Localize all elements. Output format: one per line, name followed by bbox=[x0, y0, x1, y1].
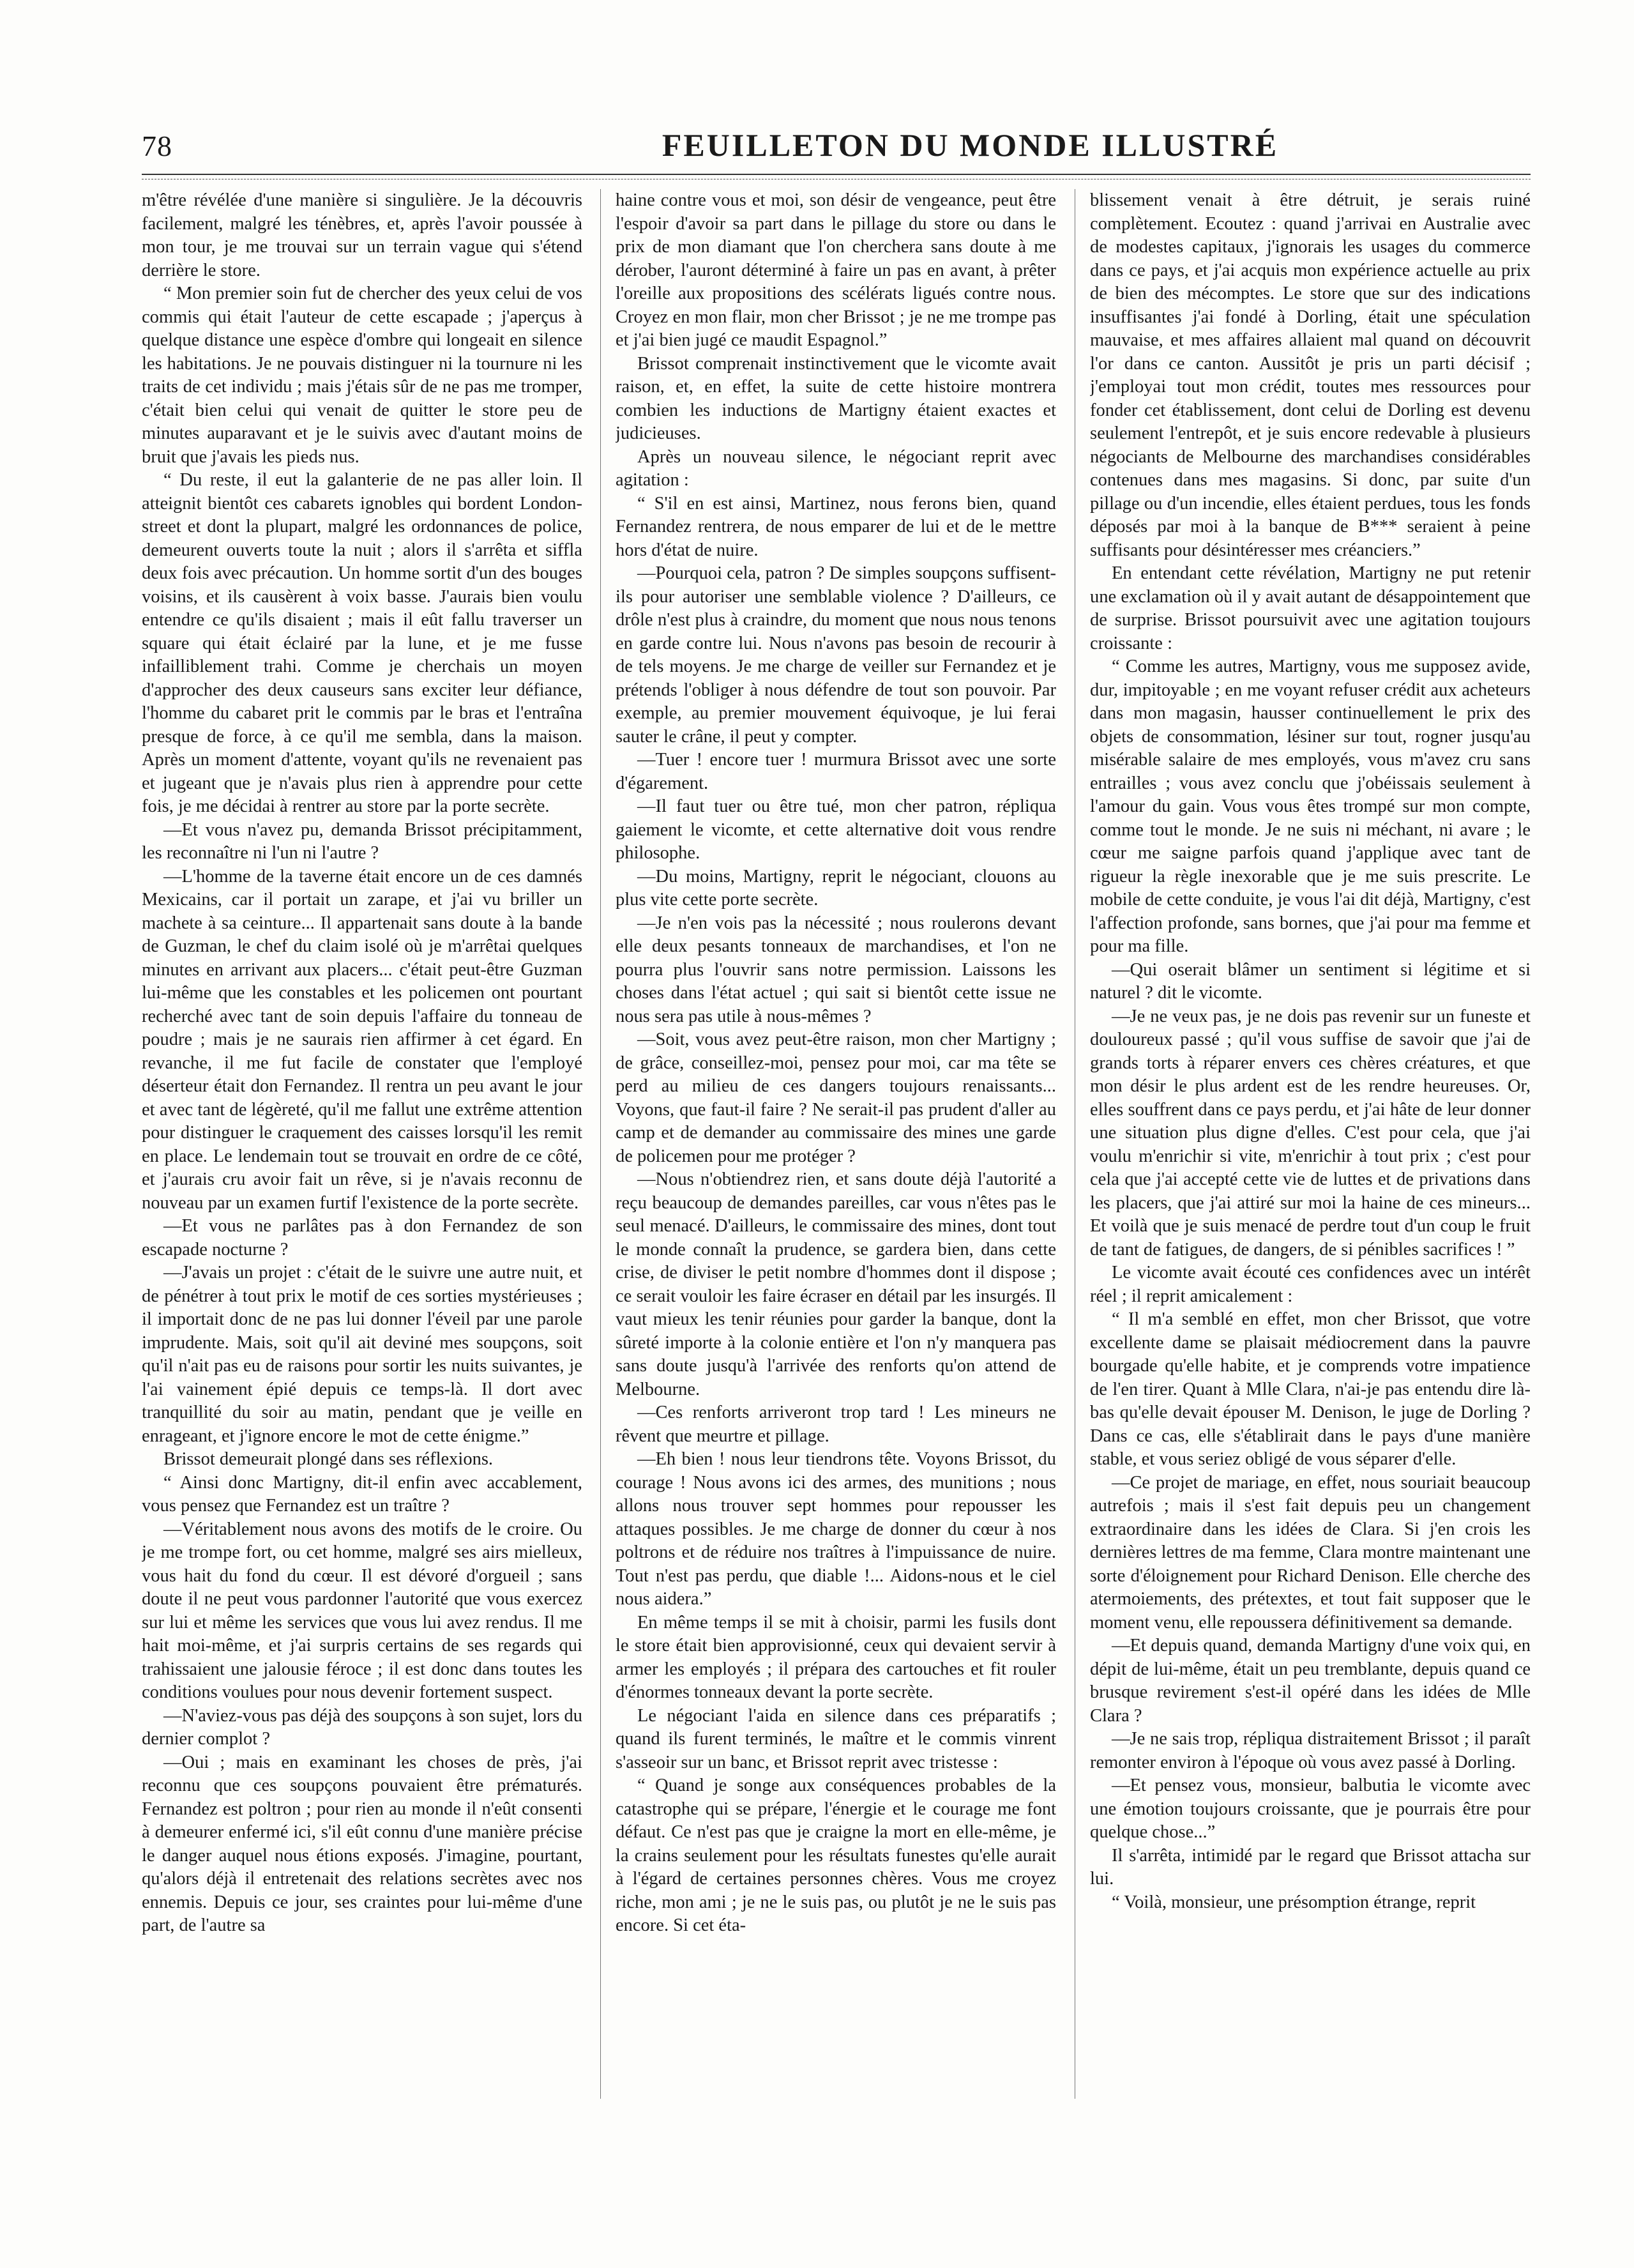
running-title: FEUILLETON DU MONDE ILLUSTRÉ bbox=[662, 127, 1279, 163]
paragraph: —Oui ; mais en examinant les choses de près, j'ai reconnu que ces soupçons pouvaient être prématurés. Fernandez est poltron ; pour rien au monde il n'eût consenti à demeurer enfermé ici, s'il eût connu d'une manière précise le danger auquel nous étions exposés. J'imagine, pourtant, qu'alors déjà il entretenait des relations secrètes avec nos ennemis. Depuis ce jour, ses craintes pour lui-même d'une part, de l'autre sa bbox=[142, 1752, 582, 1935]
column-3 bbox=[1090, 189, 1531, 2169]
paragraph: “ Comme les autres, Martigny, vous me supposez avide, dur, impitoyable ; en me voyant refuser crédit aux acheteurs dans mon magasin, hausser continuellement le prix des objets de consommation, lésiner sur tout, rogner jusqu'au misérable salaire de mes employés, vous m'avez cru sans entrailles ; vous avez conclu que j'obéissais seulement à l'amour du gain. Vous vous êtes trompé sur mon compte, comme tout le monde. Je ne suis ni méchant, ni avare ; le cœur me saigne parfois quand j'applique avec tant de rigueur la règle inexorable que je me suis prescrite. Le mobile de cette conduite, je vous l'ai dit déjà, Martigny, c'est l'affection profonde, sans bornes, que j'ai pour ma femme et pour ma fille. bbox=[1090, 657, 1531, 956]
paragraph: “ Voilà, monsieur, une présomption étrange, reprit bbox=[1112, 1892, 1476, 1912]
paragraph: Il s'arrêta, intimidé par le regard que Brissot attacha sur lui. bbox=[1090, 1845, 1531, 1889]
column-1 bbox=[142, 189, 582, 2169]
paragraph: “ Il m'a semblé en effet, mon cher Brissot, que votre excellente dame se plaisait médiocrement dans la pauvre bourgade qu'elle habite, et je comprends votre impatience de l'en tirer. Quant à Mlle Clara, n'ai-je pas entendu dire là-bas qu'elle devait épouser M. Denison, le juge de Dorling ? Dans ce cas, elle s'établirait dans le pays d'une manière stable, et vous seriez obligé de vous séparer d'elle. bbox=[1090, 1309, 1531, 1469]
page-header bbox=[142, 126, 1531, 171]
paragraph: —Je ne sais trop, répliqua distraitement Brissot ; il paraît remonter environ à l'époque où vous avez passé à Dorling. bbox=[1090, 1729, 1531, 1772]
paragraph: —Je n'en vois pas la nécessité ; nous roulerons devant elle deux pesants tonneaux de marchandises, et l'on ne pourra plus l'ouvrir sans notre permission. Laissons les choses dans l'état actuel ; qui sait si bientôt cette issue ne nous sera pas utile à nous-mêmes ? bbox=[616, 913, 1056, 1026]
paragraph: —Qui oserait blâmer un sentiment si légitime et si naturel ? dit le vicomte. bbox=[1090, 959, 1531, 1003]
paragraph: “ S'il en est ainsi, Martinez, nous ferons bien, quand Fernandez rentrera, de nous emparer de lui et de le mettre hors d'état de nuire. bbox=[616, 493, 1056, 560]
paragraph: En entendant cette révélation, Martigny ne put retenir une exclamation où il y avait autant de désappointement que de surprise. Brissot poursuivit avec une agitation toujours croissante : bbox=[1090, 563, 1531, 653]
paragraph: “ Mon premier soin fut de chercher des yeux celui de vos commis qui était l'auteur de cette escapade ; j'aperçus à quelque distance une espèce d'ombre qui longeait en silence les habitations. Je ne pouvais distinguer ni la tournure ni les traits de cet individu ; mais j'étais sûr de ne pas me tromper, c'était bien celui qui venait de quitter le store peu de minutes auparavant et je le suivis avec d'autant moins de bruit que j'avais les pieds nus. bbox=[142, 284, 582, 467]
paragraph: —Et vous ne parlâtes pas à don Fernandez de son escapade nocturne ? bbox=[142, 1216, 582, 1260]
paragraph: —Ce projet de mariage, en effet, nous souriait beaucoup autrefois ; mais il s'est fait depuis peu un changement extraordinaire dans les idées de Clara. Si j'en crois les dernières lettres de ma femme, Clara montre maintenant une sorte d'éloignement pour Richard Denison. Elle cherche des atermoiements, des prétextes, et tout fait supposer que le moment venu, elle repoussera définitivement sa demande. bbox=[1090, 1472, 1531, 1633]
paragraph: blissement venait à être détruit, je serais ruiné complètement. Ecoutez : quand j'arrivai en Australie avec de modestes capitaux, j'ignorais les usages du commerce dans ce pays, et j'ai acquis mon expérience actuelle au prix de bien des mécomptes. Le store que sur des indications insuffisantes j'ai fondé à Dorling, était une spéculation mauvaise, et mes affaires allaient mal quand on découvrit l'or dans ce canton. Aussitôt je pris un parti décisif ; j'employai tout mon crédit, toutes mes ressources pour fonder cet établissement, dont celui de Dorling est devenu seulement l'entrepôt, et je suis encore redevable à plusieurs négociants de Melbourne des marchandises considérables contenues dans mes magasins. Si donc, par suite d'un pillage ou d'un incendie, elles étaient perdues, tous les fonds déposés par moi à la banque de B*** seraient à peine suffisants pour désintéresser mes créanciers.” bbox=[1090, 190, 1531, 560]
paragraph: “ Ainsi donc Martigny, dit-il enfin avec accablement, vous pensez que Fernandez est un traître ? bbox=[142, 1472, 582, 1516]
paragraph: Le vicomte avait écouté ces confidences avec un intérêt réel ; il reprit amicalement : bbox=[1090, 1263, 1531, 1306]
paragraph: —Véritablement nous avons des motifs de le croire. Ou je me trompe fort, ou cet homme, malgré ses airs mielleux, vous hait du fond du cœur. Il est dévoré d'orgueil ; sans doute il ne peut vous pardonner l'autorité que vous exercez sur lui et même les services que vous lui avez rendus. Il me hait moi-même, et j'ai surpris certains de ses regards qui trahissaient une jalousie féroce ; il est donc dans toutes les conditions voulues pour nous devenir fortement suspect. bbox=[142, 1519, 582, 1702]
paragraph: —N'aviez-vous pas déjà des soupçons à son sujet, lors du dernier complot ? bbox=[142, 1705, 582, 1749]
paragraph: —Ces renforts arriveront trop tard ! Les mineurs ne rêvent que meurtre et pillage. bbox=[616, 1403, 1056, 1446]
text-columns bbox=[142, 189, 1531, 2169]
paragraph: —Du moins, Martigny, reprit le négociant, clouons au plus vite cette porte secrète. bbox=[616, 866, 1056, 909]
paragraph: —J'avais un projet : c'était de le suivre une autre nuit, et de pénétrer à tout prix le motif de ces sorties mystérieuses ; il importait donc de ne pas lui donner l'éveil par une parole imprudente. Mais, soit qu'il ait deviné mes soupçons, soit qu'il n'ait pas eu de raisons pour sortir les nuits suivantes, je l'ai vainement épié depuis ce temps-là. Il dort avec tranquillité du soir au matin, pendant que je veille en enrageant, et j'ignore encore le mot de cette énigme.” bbox=[142, 1263, 582, 1446]
paragraph: Après un nouveau silence, le négociant reprit avec agitation : bbox=[616, 446, 1056, 490]
paragraph: —Et vous n'avez pu, demanda Brissot précipitamment, les reconnaître ni l'un ni l'autre ? bbox=[142, 819, 582, 863]
paragraph: —L'homme de la taverne était encore un de ces damnés Mexicains, car il portait un zarape, et j'ai vu briller un machete à sa ceinture... Il appartenait sans doute à la bande de Guzman, le chef du claim isolé où je m'arrêtai quelques minutes en arrivant aux placers... c'était peut-être Guzman lui-même que les constables et les policemen ont pourtant recherché avec tant de soin depuis l'affaire du tonneau de poudre ; mais je ne saurais rien affirmer à cet égard. En revanche, il me fut facile de constater que l'employé déserteur était don Fernandez. Il rentra un peu avant le jour et avec tant de légèreté, qu'il me fallut une extrême attention pour distinguer le craquement des caisses lorsqu'il les remit en place. Le lendemain tout se trouvait en ordre de ce côté, et j'aurais cru avoir fait un rêve, si je n'avais reconnu de nouveau par un examen furtif l'existence de la porte secrète. bbox=[142, 866, 582, 1213]
paragraph: —Je ne veux pas, je ne dois pas revenir sur un funeste et douloureux passé ; qu'il vous suffise de savoir que j'ai de grands torts à réparer envers ces chères créatures, et que mon désir le plus ardent est de les rendre heureuses. Or, elles souffrent dans ce pays perdu, et j'ai hâte de leur donner une situation plus digne d'elles. C'est pour cela, que j'ai voulu m'enrichir si vite, m'enrichir à tout prix ; c'est pour cela que j'ai accepté cette vie de luttes et de privations dans les placers, que j'ai attiré sur moi la haine de ces mineurs... Et voilà que je suis menacé de perdre tout d'un coup le fruit de tant de fatigues, de dangers, de si pénibles sacrifices ! ” bbox=[1090, 1006, 1531, 1260]
paragraph: —Il faut tuer ou être tué, mon cher patron, répliqua gaiement le vicomte, et cette alternative doit vous rendre philosophe. bbox=[616, 796, 1056, 863]
paragraph: —Et depuis quand, demanda Martigny d'une voix qui, en dépit de lui-même, était un peu tremblante, depuis quand ce brusque revirement s'est-il opéré dans les idées de Mlle Clara ? bbox=[1090, 1636, 1531, 1726]
paragraph: haine contre vous et moi, son désir de vengeance, peut être l'espoir d'avoir sa part dans le pillage du store ou dans le prix de mon diamant que l'on cherchera sans doute à me dérober, l'auront déterminé à faire un pas en avant, à prêter l'oreille aux propositions des scélérats ligués contre nous. Croyez en mon flair, mon cher Brissot ; je ne me trompe pas et j'ai bien jugé ce maudit Espagnol.” bbox=[616, 190, 1056, 350]
paragraph: Le négociant l'aida en silence dans ces préparatifs ; quand ils furent terminés, le maître et le commis vinrent s'asseoir sur un banc, et Brissot reprit avec tristesse : bbox=[616, 1705, 1056, 1772]
paragraph: m'être révélée d'une manière si singulière. Je la découvris facilement, malgré les ténèbres, et, après l'avoir poussée à mon tour, je me trouvai sur un terrain vague qui s'étend derrière le store. bbox=[142, 190, 582, 280]
paragraph: “ Quand je songe aux conséquences probables de la catastrophe qui se prépare, l'énergie et le courage me font défaut. Ce n'est pas que je craigne la mort en elle-même, je la crains seulement pour les résultats funestes qu'elle aurait à l'égard de certaines personnes chères. Vous me croyez riche, mon ami ; je ne le suis pas, ou plutôt je ne le suis pas encore. Si cet éta- bbox=[616, 1776, 1056, 1935]
paragraph: En même temps il se mit à choisir, parmi les fusils dont le store était bien approvisionné, ceux qui devaient servir à armer les employés ; il prépara des cartouches et fit rouler d'énormes tonneaux devant la porte secrète. bbox=[616, 1612, 1056, 1702]
header-rule bbox=[142, 174, 1531, 175]
paragraph: —Et pensez vous, monsieur, balbutia le vicomte avec une émotion toujours croissante, que je pourrais être pour quelque chose...” bbox=[1090, 1776, 1531, 1842]
column-divider bbox=[600, 189, 601, 2099]
paragraph: —Tuer ! encore tuer ! murmura Brissot avec une sorte d'égarement. bbox=[616, 750, 1056, 793]
page-number: 78 bbox=[142, 130, 172, 162]
paragraph: —Nous n'obtiendrez rien, et sans doute déjà l'autorité a reçu beaucoup de demandes pareilles, car vous n'êtes pas le seul menacé. D'ailleurs, le commissaire des mines, dont tout le monde connaît la prudence, se gardera bien, dans cette crise, de diviser le petit nombre d'hommes dont il dispose ; ce serait vouloir les faire écraser en détail par les insurgés. Il vaut mieux les tenir réunies pour garder la banque, dont la sûreté importe à la colonie entière et l'on n'y manquera pas sans doute jusqu'à l'arrivée des renforts qu'on attend de Melbourne. bbox=[616, 1169, 1056, 1399]
paragraph: —Eh bien ! nous leur tiendrons tête. Voyons Brissot, du courage ! Nous avons ici des armes, des munitions ; nous allons nous trouver sept hommes pour repousser les attaques possibles. Je me charge de donner du cœur à nos poltrons et de réduire nos traîtres à l'impuissance de nuire. Tout n'est pas perdu, que diable !... Aidons-nous et le ciel nous aidera.” bbox=[616, 1449, 1056, 1609]
paragraph: “ Du reste, il eut la galanterie de ne pas aller loin. Il atteignit bientôt ces cabarets ignobles qui bordent London-street et dont la plupart, malgré les ordonnances de police, demeurent ouverts toute la nuit ; alors il s'arrêta et siffla deux fois avec précaution. Un homme sortit d'un des bouges voisins, et ils causèrent à voix basse. J'aurais bien voulu entendre ce qu'ils disaient ; mais il eût fallu traverser un square qui était éclairé par la lune, et je me fusse infailliblement trahi. Comme je cherchais un moyen d'approcher des deux causeurs sans exciter leur défiance, l'homme du cabaret prit le commis par le bras et l'entraîna presque de force, à ce qu'il me sembla, dans la maison. Après un moment d'attente, voyant qu'ils ne revenaient pas et jugeant que je n'avais plus rien à apprendre pour cette fois, je me décidai à rentrer au store par la porte secrète. bbox=[142, 470, 582, 816]
paragraph: —Soit, vous avez peut-être raison, mon cher Martigny ; de grâce, conseillez-moi, pensez pour moi, car ma tête se perd au milieu de ces dangers toujours renaissants... Voyons, que faut-il faire ? Ne serait-il pas prudent d'aller au camp et de demander au commissaire des mines une garde de policemen pour me protéger ? bbox=[616, 1030, 1056, 1166]
paragraph: Brissot comprenait instinctivement que le vicomte avait raison, et, en effet, la suite de cette histoire montrera combien les inductions de Martigny étaient exactes et judicieuses. bbox=[616, 353, 1056, 443]
paragraph: Brissot demeurait plongé dans ses réflexions. bbox=[163, 1449, 494, 1469]
paragraph: —Pourquoi cela, patron ? De simples soupçons suffisent-ils pour autoriser une semblable violence ? D'ailleurs, ce drôle n'est plus à craindre, du moment que nous nous tenons en garde contre lui. Nous n'avons pas besoin de recourir à de tels moyens. Je me charge de veiller sur Fernandez et je prétends l'obliger à nous défendre de tout son pouvoir. Par exemple, au premier mouvement équivoque, je lui ferai sauter le crâne, il peut y compter. bbox=[616, 563, 1056, 747]
column-2 bbox=[616, 189, 1056, 2169]
